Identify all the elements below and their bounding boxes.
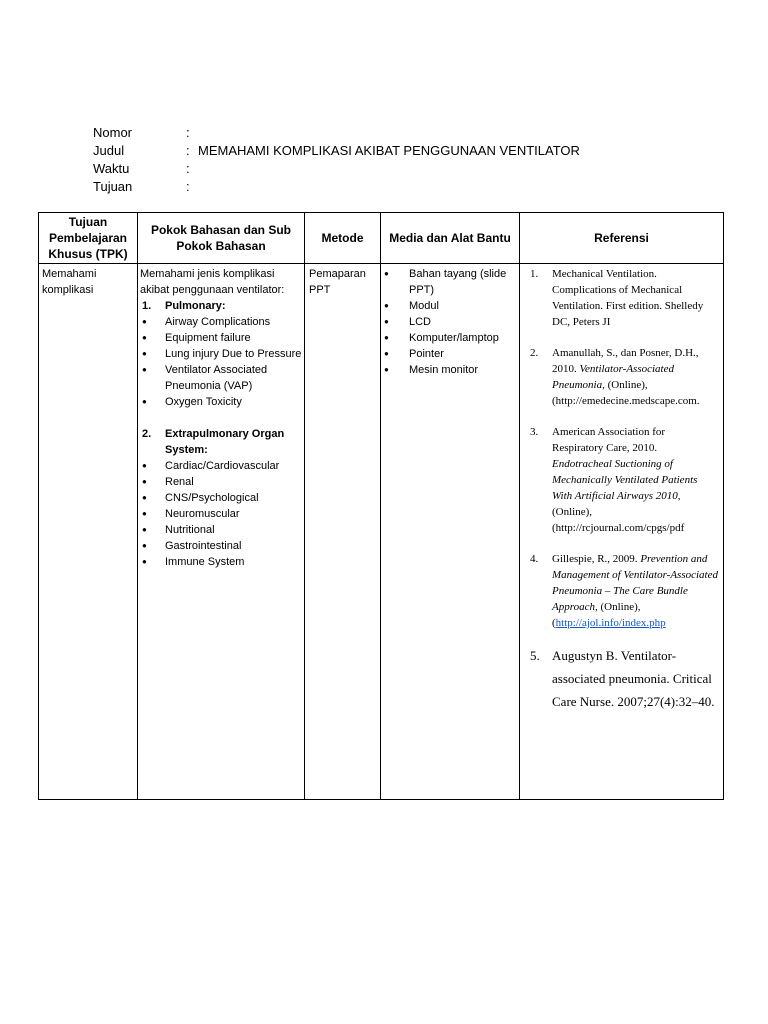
reference-number: 5. xyxy=(530,648,540,663)
section-number: 1. xyxy=(142,300,152,312)
list-item: ● Neuromuscular xyxy=(140,506,302,522)
reference-number: 3. xyxy=(530,426,539,438)
header-label: Waktu xyxy=(93,161,130,176)
pokok-intro: Memahami jenis komplikasi akibat penggunaan ventilator: xyxy=(140,268,285,296)
media-list xyxy=(383,266,517,378)
header-value: MEMAHAMI KOMPLIKASI AKIBAT PENGGUNAAN VENTILATOR xyxy=(198,143,580,158)
section-heading-extrapulmonary xyxy=(140,426,302,458)
header-row-tujuan xyxy=(93,178,580,196)
list-item: ● Airway Complications xyxy=(140,314,302,330)
reference-item xyxy=(530,644,719,713)
reference-number: 1. xyxy=(530,268,539,280)
reference-title: Endotracheal Suctioning of Mechanically Ventilated Patients With Artificial Airways 2010, xyxy=(552,458,698,502)
reference-title: Ventilator-Associated Pneumonia xyxy=(552,363,674,391)
pulmonary-list xyxy=(140,314,302,410)
reference-number: 4. xyxy=(530,553,539,565)
column-header-referensi: Referensi xyxy=(520,213,724,264)
list-item: ● Equipment failure xyxy=(140,330,302,346)
header-colon: : xyxy=(186,125,190,140)
list-item: ● Komputer/lamptop xyxy=(383,330,517,346)
cell-referensi xyxy=(520,264,724,800)
list-item: ● LCD xyxy=(383,314,517,330)
header-colon: : xyxy=(186,161,190,176)
header-label: Nomor xyxy=(93,125,133,140)
list-item: ● Renal xyxy=(140,474,302,490)
header-row-waktu xyxy=(93,160,580,178)
reference-source: (Online), ( xyxy=(552,601,641,629)
column-header-tpk: Tujuan Pembelajaran Khusus (TPK) xyxy=(39,213,138,264)
reference-item xyxy=(530,345,719,409)
reference-number: 2. xyxy=(530,347,539,359)
cell-pokok-bahasan xyxy=(138,264,305,800)
header-label: Tujuan xyxy=(93,179,133,194)
reference-author: American Association for Respiratory Care, 2010. xyxy=(552,426,666,454)
reference-text: Augustyn B. Ventilator-associated pneumonia. Critical Care Nurse. 2007;27(4):32–40. xyxy=(552,648,715,709)
column-header-metode: Metode xyxy=(305,213,381,264)
header-colon: : xyxy=(186,143,190,158)
list-item: ● Immune System xyxy=(140,554,302,570)
reference-source: , (Online), (http://emedecine.medscape.com. xyxy=(552,379,700,407)
lesson-plan-table xyxy=(38,212,724,800)
reference-link[interactable]: http://ajol.info/index.php xyxy=(555,617,666,629)
table-row xyxy=(39,264,724,800)
spacer xyxy=(140,410,302,426)
list-item: ● Pointer xyxy=(383,346,517,362)
header-row-judul xyxy=(93,142,580,160)
column-header-media: Media dan Alat Bantu xyxy=(381,213,520,264)
reference-author: Gillespie, R., 2009. xyxy=(552,553,638,565)
reference-item xyxy=(530,551,719,631)
list-item: ● Gastrointestinal xyxy=(140,538,302,554)
column-header-pokok: Pokok Bahasan dan Sub Pokok Bahasan xyxy=(138,213,305,264)
reference-list xyxy=(530,266,719,713)
reference-author: Amanullah, S., dan Posner, D.H., 2010. xyxy=(552,347,699,375)
list-item: ● Ventilator Associated Pneumonia (VAP) xyxy=(140,362,302,394)
list-item: ● Lung injury Due to Pressure xyxy=(140,346,302,362)
list-item: ● Modul xyxy=(383,298,517,314)
cell-tpk: Memahami komplikasi xyxy=(39,264,138,800)
header-colon: : xyxy=(186,179,190,194)
list-item: ● CNS/Psychological xyxy=(140,490,302,506)
reference-item xyxy=(530,424,719,536)
list-item: ● Cardiac/Cardiovascular xyxy=(140,458,302,474)
reference-item xyxy=(530,266,719,330)
list-item: ● Nutritional xyxy=(140,522,302,538)
document-header xyxy=(93,124,580,196)
cell-metode: Pemaparan PPT xyxy=(305,264,381,800)
list-item: ● Oxygen Toxicity xyxy=(140,394,302,410)
section-title: Pulmonary: xyxy=(165,300,226,312)
header-row-nomor xyxy=(93,124,580,142)
cell-media xyxy=(381,264,520,800)
reference-text: Mechanical Ventilation. Complications of Mechanical Ventilation. First edition. Shelledy DC, Peters JI xyxy=(552,268,704,328)
reference-source: (Online), (http://rcjournal.com/cpgs/pdf xyxy=(552,506,685,534)
table-header-row xyxy=(39,213,724,264)
reference-title: Prevention and Management of Ventilator-Associated Pneumonia – The Care Bundle Approach, xyxy=(552,553,718,613)
header-label: Judul xyxy=(93,143,125,158)
extrapulmonary-list xyxy=(140,458,302,570)
section-number: 2. xyxy=(142,428,152,440)
list-item: ● Bahan tayang (slide PPT) xyxy=(383,266,517,298)
section-heading-pulmonary xyxy=(140,298,302,314)
section-title: Extrapulmonary Organ System: xyxy=(165,428,285,456)
list-item: ● Mesin monitor xyxy=(383,362,517,378)
